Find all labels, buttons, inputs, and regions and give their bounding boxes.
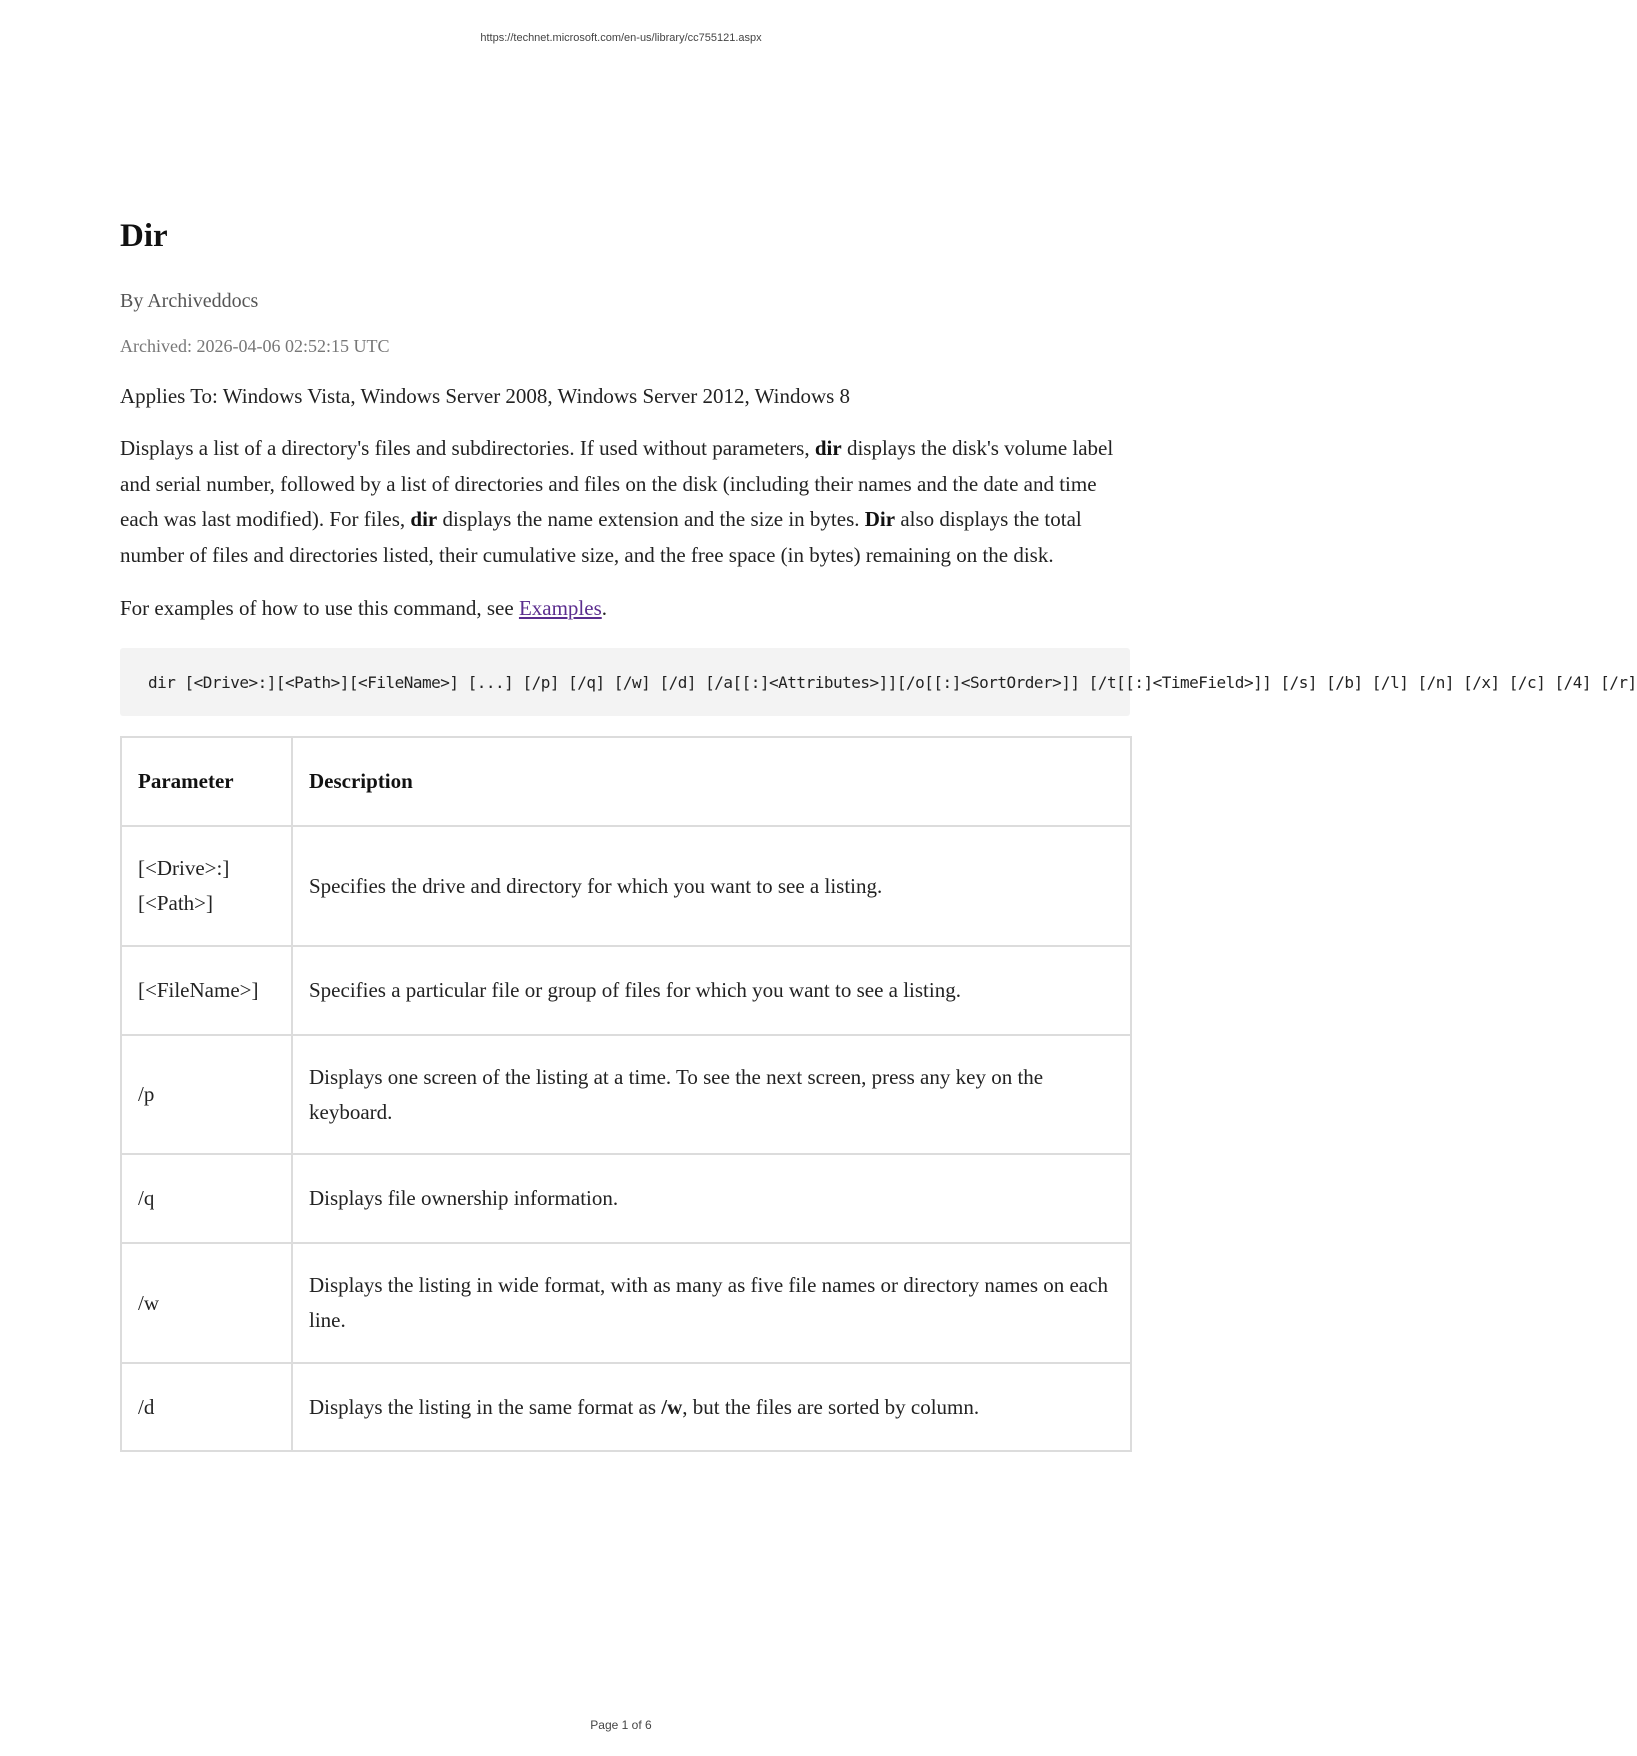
description-paragraph <box>120 431 1130 573</box>
parameter-cell: /p <box>121 1035 292 1154</box>
parameter-cell <box>121 826 292 946</box>
parameter-cell: /d <box>121 1363 292 1451</box>
parameter-column-header: Parameter <box>121 737 292 826</box>
description-cell: Displays file ownership information. <box>292 1154 1131 1243</box>
table-header-row <box>121 737 1131 826</box>
table-row <box>121 1154 1131 1243</box>
parameter-cell: [<FileName>] <box>121 946 292 1035</box>
examples-suffix: . <box>601 596 607 620</box>
parameter-cell: /q <box>121 1154 292 1243</box>
description-bold: /w <box>661 1394 683 1419</box>
article-content <box>120 210 1637 1452</box>
table-row <box>121 1035 1131 1154</box>
table-row <box>121 1363 1131 1451</box>
description-cell: Displays one screen of the listing at a time. To see the next screen, press any key on the keyboard. <box>292 1035 1131 1154</box>
table-row <box>121 1243 1131 1363</box>
description-bold-2: dir <box>410 507 438 531</box>
parameter-line-1: [<Drive>:] <box>138 856 230 880</box>
archived-date: Archived: 2026-04-06 02:52:15 UTC <box>120 336 390 356</box>
description-text: Displays the listing in the same format as <box>309 1394 662 1419</box>
description-bold-1: dir <box>814 436 842 460</box>
page-number: Page 1 of 6 <box>590 1718 652 1732</box>
page-title: Dir <box>120 218 168 254</box>
parameters-table <box>120 736 1132 1452</box>
description-cell: Displays the listing in wide format, with as many as five file names or directory names on each line. <box>292 1243 1131 1363</box>
parameter-cell: /w <box>121 1243 292 1363</box>
table-row <box>121 826 1131 946</box>
description-text-2: displays the disk's volume label and serial number, followed by a list of directories and files on the disk (including their names and the date and time each was last modified). For files, <box>120 436 1114 531</box>
description-cell: Specifies a particular file or group of files for which you want to see a listing. <box>292 946 1131 1035</box>
description-text-4: also displays the total number of files and directories listed, their cumulative size, and the free space (in bytes) remaining on the disk. <box>120 507 1082 567</box>
description-cell: Specifies the drive and directory for which you want to see a listing. <box>292 826 1131 946</box>
examples-link[interactable]: Examples <box>518 596 602 620</box>
description-text: , but the files are sorted by column. <box>682 1394 980 1419</box>
applies-to: Applies To: Windows Vista, Windows Server 2008, Windows Server 2012, Windows 8 <box>120 384 851 408</box>
syntax-code-block <box>120 648 1637 716</box>
byline: By Archiveddocs <box>120 290 259 312</box>
description-cell <box>292 1363 1131 1451</box>
header-url: https://technet.microsoft.com/en-us/library/cc755121.aspx <box>480 32 762 44</box>
examples-prefix: For examples of how to use this command, see <box>120 596 519 620</box>
parameter-line-2: [<Path>] <box>138 891 214 915</box>
description-column-header: Description <box>292 737 1131 826</box>
syntax-code: dir [<Drive>:][<Path>][<FileName>] [...] [/p] [/q] [/w] [/d] [/a[[:]<Attributes>]][/o[[:]<SortOrder>]] [/t[[:]<TimeField>]] [/s] [/b] [/l] [/n] [/x] [/c] [/4] [/r] <box>148 672 1637 692</box>
table-row <box>121 946 1131 1035</box>
examples-paragraph <box>120 593 1130 623</box>
description-bold-3: Dir <box>864 507 896 531</box>
description-text-1: Displays a list of a directory's files and subdirectories. If used without parameters, <box>120 436 815 460</box>
description-text-3: displays the name extension and the size in bytes. <box>437 507 865 531</box>
